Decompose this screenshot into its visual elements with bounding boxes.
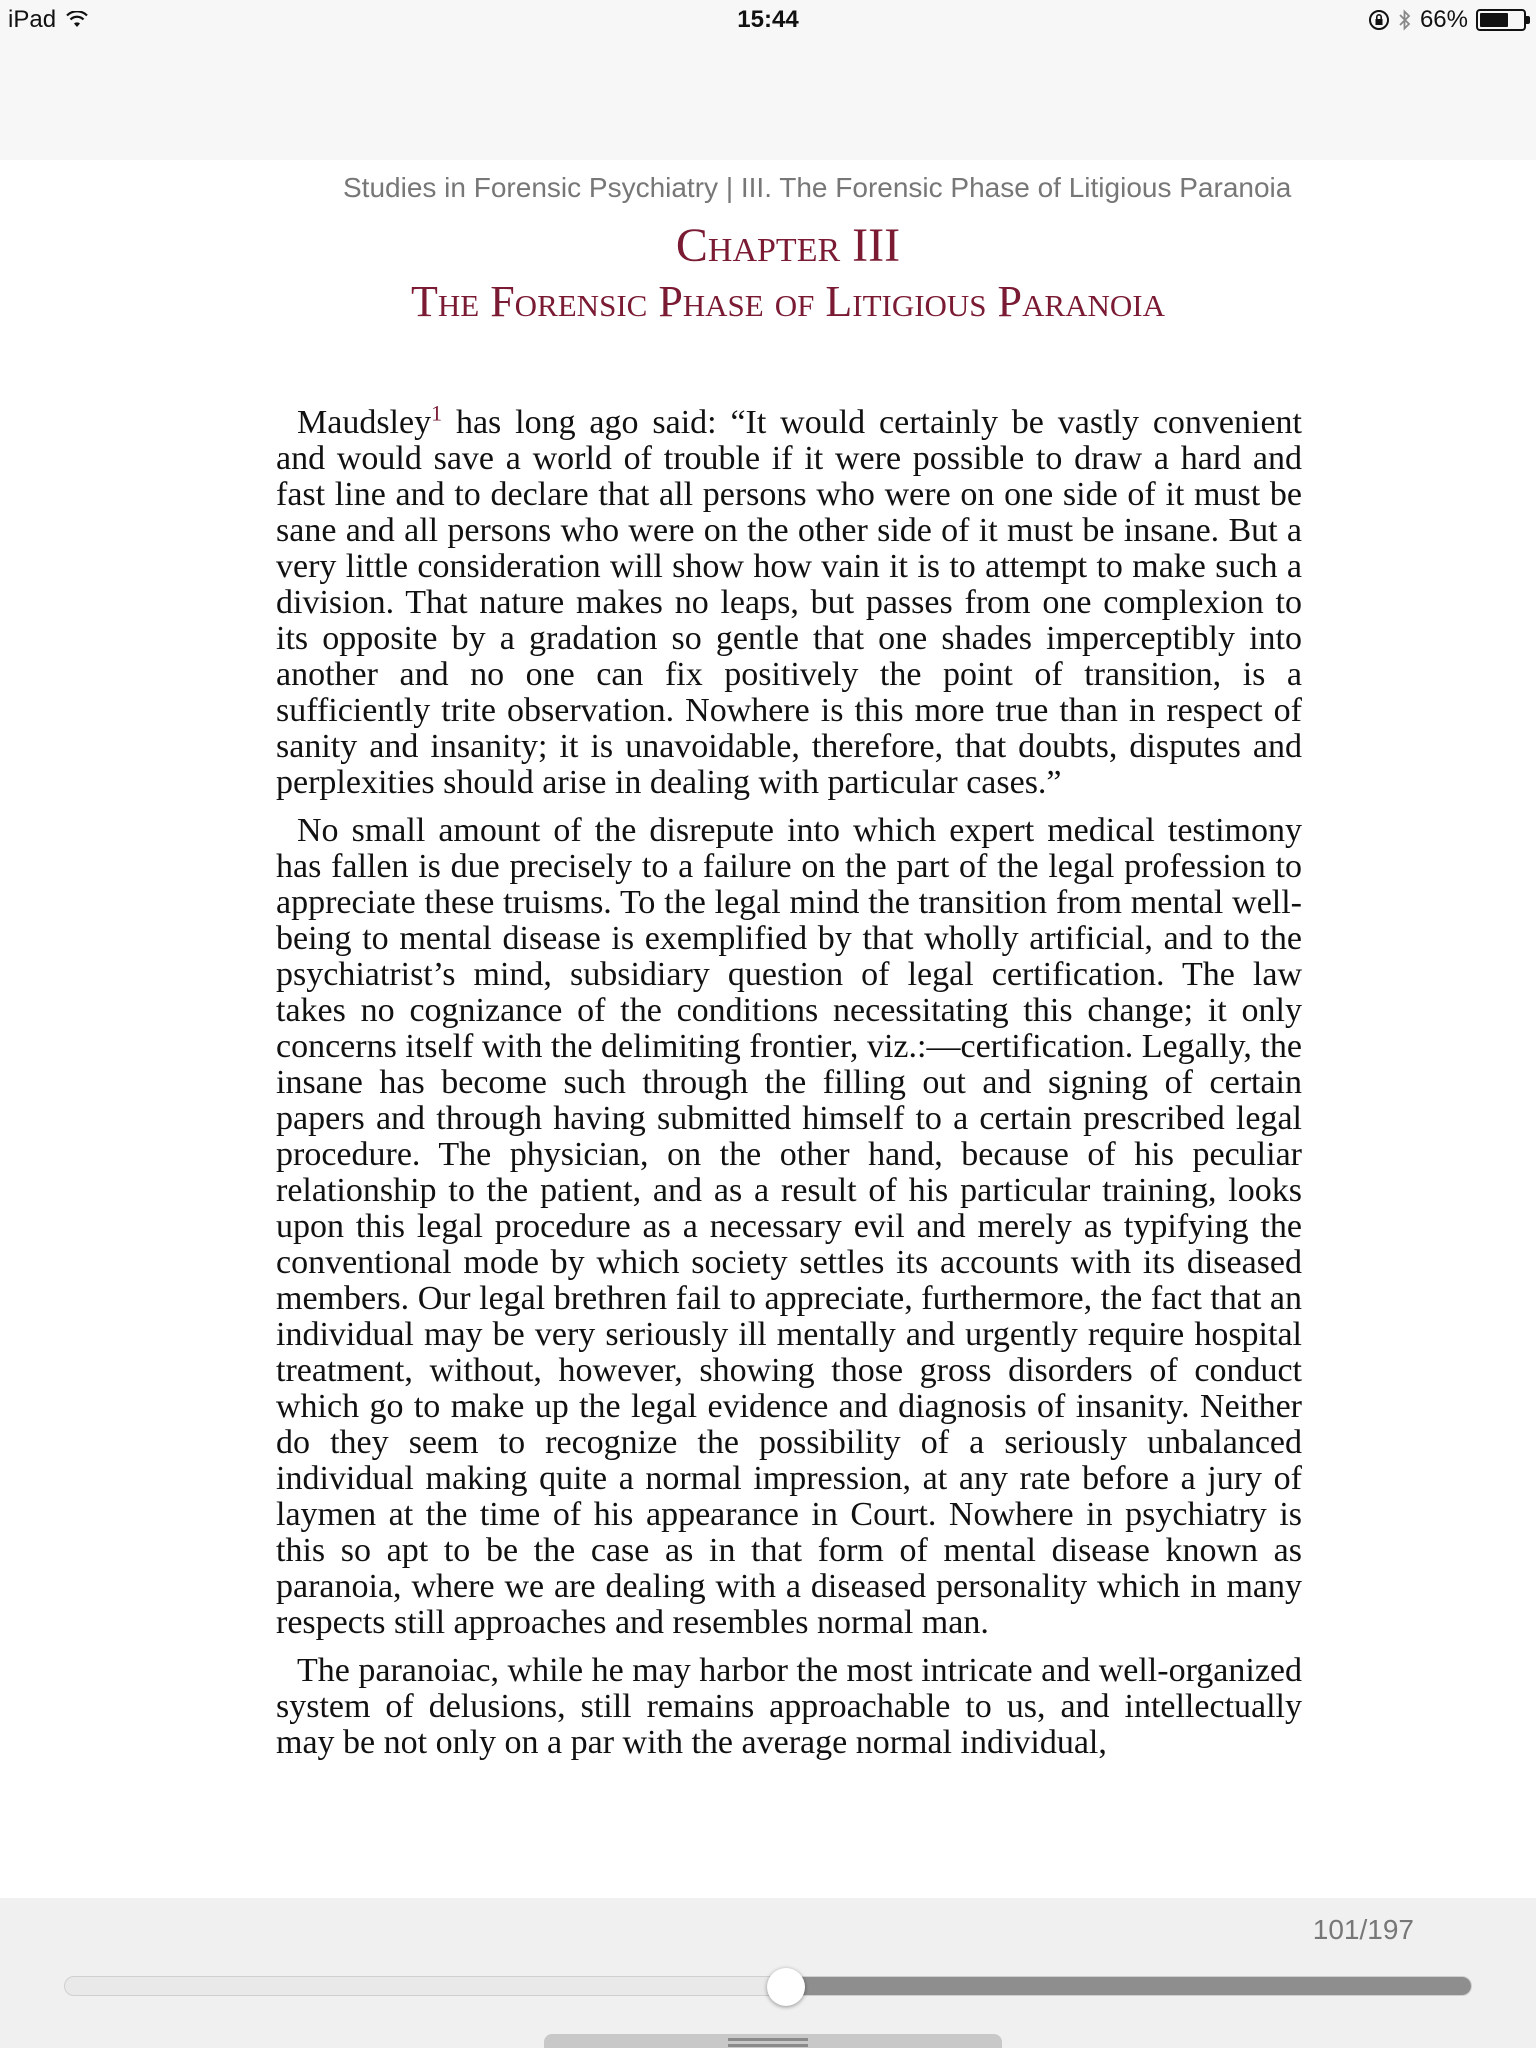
paragraph: No small amount of the disrepute into which expert medical testimony has fallen is due precisely to a failure on the part of the legal profession to appreciate these truisms. To the legal mind the transition from mental well-being to mental disease is exemplified by that wholly artificial, and to the psychiatrist’s mind, subsidiary question of legal certification. The law takes no cognizance of the conditions necessitating this change; it only concerns itself with the delimiting frontier, viz.:—certification. Legally, the insane has become such through the filling out and signing of certain papers and through having submitted himself to a certain prescribed legal procedure. The physician, on the other hand, because of his peculiar relationship to the patient, and as a result of his particular training, looks upon this legal procedure as a necessary evil and merely as typifying the conventional mode by which society settles its accounts with its diseased members. Our legal brethren fail to appreciate, furthermore, the fact that an individual may be very seriously ill mentally and urgently require hospital treatment, without, however, showing those gross disorders of conduct which go to make up the legal evidence and diagnosis of insanity. Neither do they seem to recognize the possibility of a seriously unbalanced individual making quite a normal impression, at any rate before a jury of laymen at the time of his appearance in Court. Nowhere in psychiatry is this so apt to be the case as in that form of mental disease known as paranoia, where we are dealing with a diseased personality which in many respects still approaches and resembles normal man. (276, 812, 1302, 1641)
drawer-handle[interactable] (544, 2034, 1002, 2048)
rotation-lock-icon (1368, 9, 1390, 31)
reader-footer (0, 1898, 1536, 2048)
top-bar (0, 0, 1536, 160)
running-head: Studies in Forensic Psychiatry | III. The Forensic Phase of Litigious Paranoia (343, 172, 1292, 203)
scrubber-remaining (785, 1977, 1471, 1995)
device-label: iPad (8, 6, 57, 33)
status-right (1368, 6, 1526, 34)
page-indicator: 101/197 (1312, 1914, 1414, 1945)
battery-icon (1476, 9, 1526, 31)
page-body (276, 400, 1302, 1773)
scrubber-knob[interactable] (767, 1968, 805, 2006)
bluetooth-icon (1398, 8, 1412, 32)
battery-percent: 66% (1419, 6, 1468, 33)
paragraph-text: has long ago said: “It would certainly be vastly convenient and would save a world of trouble if it were possible to draw a hard and fast line and to declare that all persons who were on one side of it must be sane and all persons who were on the other side of it must be insane. But a very little consideration will show how vain it is to attempt to make such a division. That nature makes no leaps, but passes from one complexion to its opposite by a gradation so gentle that one shades imperceptibly into another and no one can fix positively the point of transition, is a sufficiently trite observation. Nowhere is this more true than in respect of sanity and insanity; it is unavoidable, therefore, that doubts, disputes and perplexities should arise in dealing with particular cases.” (276, 404, 1302, 801)
paragraph: The paranoiac, while he may harbor the most intricate and well-organized system of delusions, still remains approachable to us, and intellectually may be not only on a par with the average normal individual, (276, 1652, 1302, 1761)
chapter-title: The Forensic Phase of Litigious Paranoia (411, 277, 1165, 326)
footnote-link[interactable]: 1 (431, 400, 443, 426)
grip-line (728, 2044, 808, 2047)
paragraph (276, 400, 1302, 801)
grip-line (728, 2038, 808, 2041)
clock: 15:44 (737, 6, 799, 33)
paragraph-lead: Maudsley (297, 404, 432, 441)
chapter-number: Chapter III (675, 219, 901, 272)
